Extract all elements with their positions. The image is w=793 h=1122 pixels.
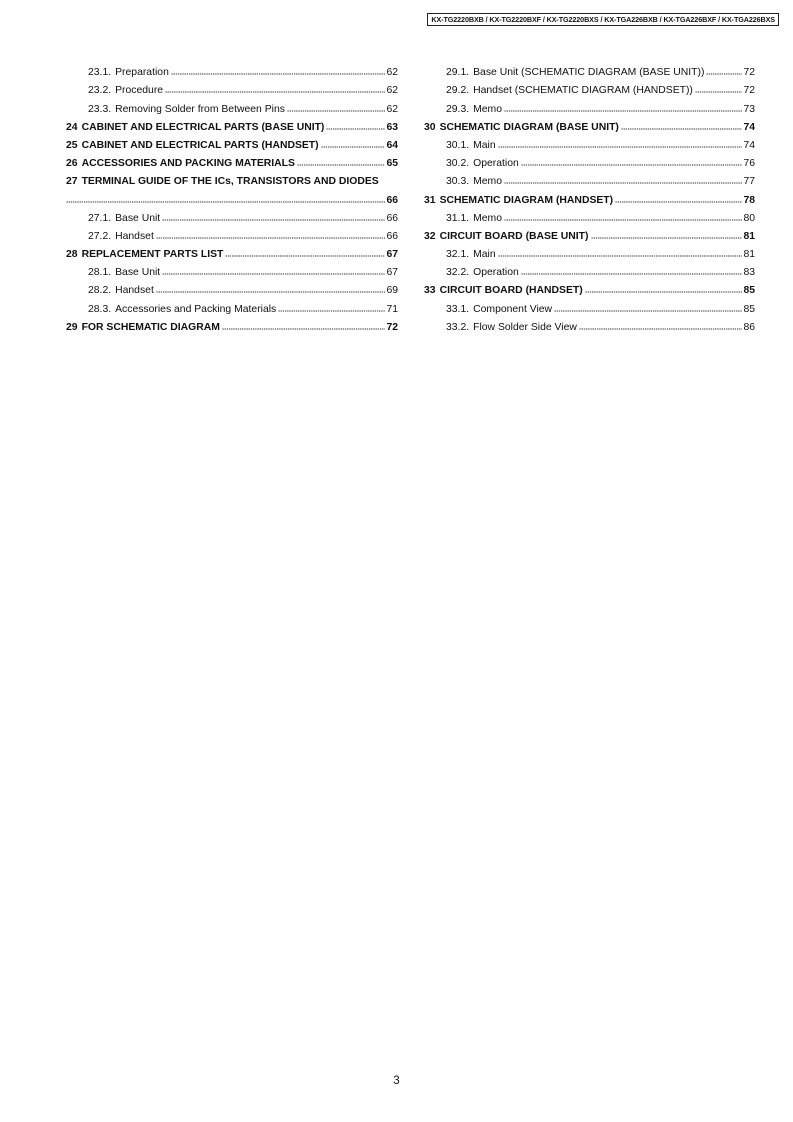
leader-dots xyxy=(498,146,743,148)
toc-entry[interactable] xyxy=(424,316,755,334)
toc-entry-label xyxy=(88,267,162,279)
toc-entry[interactable] xyxy=(66,61,398,79)
toc-entry-page: 64 xyxy=(386,139,398,151)
toc-entry-title: Main xyxy=(473,139,496,151)
toc-entry-title: Component View xyxy=(473,303,553,315)
toc-entry-title: Preparation xyxy=(115,67,169,79)
toc-entry-label xyxy=(88,104,287,116)
toc-section-entry[interactable] xyxy=(66,152,398,170)
leader-dots xyxy=(585,291,743,293)
toc-entry-title: SCHEMATIC DIAGRAM (HANDSET) xyxy=(439,194,614,206)
toc-entry-title: CABINET AND ELECTRICAL PARTS (HANDSET) xyxy=(81,139,319,151)
toc-entry-page: 62 xyxy=(386,85,398,97)
toc-entry-label xyxy=(424,231,591,243)
toc-entry-title: Operation xyxy=(473,267,519,279)
leader-dots xyxy=(504,110,742,112)
toc-entry-title: TERMINAL GUIDE OF THE ICs, TRANSISTORS AND DIODES xyxy=(81,176,379,188)
toc-entry-title: Accessories and Packing Materials xyxy=(115,303,277,315)
toc-entry-title: FOR SCHEMATIC DIAGRAM xyxy=(81,321,220,333)
toc-entry-page: 78 xyxy=(743,194,755,206)
toc-entry-title: Main xyxy=(473,249,496,261)
toc-entry-number: 29 xyxy=(66,321,78,333)
toc-entry-page: 72 xyxy=(743,67,755,79)
leader-dots xyxy=(521,273,743,275)
toc-entry-label xyxy=(66,122,326,134)
toc-entry-title: SCHEMATIC DIAGRAM (BASE UNIT) xyxy=(439,121,619,133)
toc-entry-label xyxy=(66,140,321,152)
toc-entry-page: 69 xyxy=(386,285,398,297)
toc-entry-label xyxy=(446,158,521,170)
toc-entry-label xyxy=(424,122,621,134)
leader-dots xyxy=(156,237,386,239)
toc-entry-page: 74 xyxy=(743,121,755,133)
toc-entry-page: 85 xyxy=(743,303,755,315)
toc-entry-number: 23.1. xyxy=(88,67,112,79)
toc-entry-page: 66 xyxy=(386,230,398,242)
leader-dots xyxy=(504,219,742,221)
toc-entry-page: 81 xyxy=(743,230,755,242)
toc-entry-label xyxy=(88,67,171,79)
leader-dots xyxy=(554,310,742,312)
toc-entry-page: 62 xyxy=(386,103,398,115)
toc-entry-page: 72 xyxy=(386,321,398,333)
toc-entry-number: 30.2. xyxy=(446,158,470,170)
toc-entry-number: 30.3. xyxy=(446,176,470,188)
toc-entry-page: 72 xyxy=(743,85,755,97)
toc-entry-number: 27 xyxy=(66,176,78,188)
toc-entry[interactable] xyxy=(66,97,398,115)
toc-entry-page: 66 xyxy=(386,194,398,206)
toc-entry-title: ACCESSORIES AND PACKING MATERIALS xyxy=(81,158,295,170)
toc-entry-label xyxy=(88,213,162,225)
toc-entry-label xyxy=(88,231,156,243)
toc-entry-continuation[interactable] xyxy=(66,188,398,206)
toc-entry-number: 32.1. xyxy=(446,249,470,261)
toc-entry[interactable] xyxy=(424,243,755,261)
toc-entry[interactable] xyxy=(66,207,398,225)
toc-entry-label xyxy=(446,67,706,79)
toc-entry-page: 81 xyxy=(743,249,755,261)
leader-dots xyxy=(321,146,386,148)
page-number: 3 xyxy=(393,1075,400,1087)
toc-entry[interactable] xyxy=(424,170,755,188)
toc-entry-title: Handset xyxy=(115,230,154,242)
toc-right-column xyxy=(424,61,755,334)
toc-entry-label xyxy=(88,304,278,316)
toc-entry-page: 67 xyxy=(386,267,398,279)
toc-entry-number: 31 xyxy=(424,194,436,206)
toc-entry[interactable] xyxy=(424,61,755,79)
toc-section-entry[interactable] xyxy=(66,316,398,334)
toc-left-column xyxy=(66,61,398,334)
leader-dots xyxy=(695,91,743,93)
toc-entry[interactable] xyxy=(66,279,398,297)
leader-dots xyxy=(504,182,742,184)
toc-entry-number: 30.1. xyxy=(446,139,470,151)
toc-entry-label xyxy=(446,85,695,97)
toc-entry[interactable] xyxy=(424,261,755,279)
toc-entry-title: CIRCUIT BOARD (BASE UNIT) xyxy=(439,230,589,242)
toc-entry-label xyxy=(66,249,225,261)
leader-dots xyxy=(706,73,742,75)
toc-entry-number: 24 xyxy=(66,121,78,133)
toc-entry-title: CABINET AND ELECTRICAL PARTS (BASE UNIT) xyxy=(81,121,325,133)
toc-entry-page: 62 xyxy=(386,67,398,79)
toc-entry-number: 29.3. xyxy=(446,103,470,115)
toc-section-entry[interactable] xyxy=(424,188,755,206)
toc-entry-label xyxy=(424,285,585,297)
toc-entry-title: Base Unit xyxy=(115,267,161,279)
toc-entry-number: 29.2. xyxy=(446,85,470,97)
leader-dots xyxy=(621,128,743,130)
toc-entry[interactable] xyxy=(424,297,755,315)
leader-dots xyxy=(278,310,385,312)
toc-entry[interactable] xyxy=(424,152,755,170)
toc-entry-number: 33.2. xyxy=(446,321,470,333)
toc-entry-page: 83 xyxy=(743,267,755,279)
toc-entry-number: 28 xyxy=(66,249,78,261)
toc-entry-number: 27.2. xyxy=(88,230,112,242)
leader-dots xyxy=(297,164,385,166)
toc-entry-page: 86 xyxy=(743,321,755,333)
toc-section-entry[interactable] xyxy=(424,116,755,134)
toc-entry-number: 32.2. xyxy=(446,267,470,279)
toc-entry-title: Base Unit xyxy=(115,212,161,224)
toc-entry-number: 31.1. xyxy=(446,212,470,224)
toc-entry-number: 25 xyxy=(66,139,78,151)
toc-entry-number: 32 xyxy=(424,230,436,242)
toc-entry-page: 77 xyxy=(743,176,755,188)
leader-dots xyxy=(171,73,386,75)
toc-entry-label xyxy=(446,304,554,316)
toc-section-entry[interactable] xyxy=(424,225,755,243)
toc-entry-title: Memo xyxy=(473,212,502,224)
toc-entry-label xyxy=(88,285,156,297)
leader-dots xyxy=(521,164,743,166)
toc-entry-label xyxy=(446,140,498,152)
toc-entry-label xyxy=(446,322,579,334)
toc-entry[interactable] xyxy=(66,225,398,243)
toc-entry[interactable] xyxy=(66,297,398,315)
toc-entry-title: REPLACEMENT PARTS LIST xyxy=(81,249,224,261)
toc-entry-title: Flow Solder Side View xyxy=(473,321,577,333)
toc-entry-number: 33.1. xyxy=(446,303,470,315)
toc-entry-label xyxy=(66,158,297,170)
toc-section-entry[interactable] xyxy=(66,134,398,152)
toc-entry-label xyxy=(446,104,504,116)
toc-entry-label xyxy=(66,322,222,334)
toc-entry-page: 63 xyxy=(386,121,398,133)
toc-entry-page: 80 xyxy=(743,212,755,224)
toc-entry[interactable] xyxy=(424,97,755,115)
leader-dots xyxy=(326,128,385,130)
toc-entry[interactable] xyxy=(424,207,755,225)
toc-section-entry[interactable] xyxy=(66,116,398,134)
leader-dots xyxy=(591,237,743,239)
leader-dots xyxy=(287,110,386,112)
toc-entry-label xyxy=(446,176,504,188)
toc-entry-number: 33 xyxy=(424,285,436,297)
toc-entry-number: 30 xyxy=(424,121,436,133)
toc-entry-number: 28.3. xyxy=(88,303,112,315)
toc-section-entry[interactable] xyxy=(66,243,398,261)
toc-entry[interactable] xyxy=(66,261,398,279)
toc-entry[interactable] xyxy=(424,79,755,97)
toc-entry-label xyxy=(446,267,521,279)
toc-entry-label xyxy=(88,85,165,97)
toc-entry-title: Memo xyxy=(473,176,502,188)
toc-entry[interactable] xyxy=(424,134,755,152)
leader-dots xyxy=(579,328,743,330)
toc-entry-page: 85 xyxy=(743,285,755,297)
leader-dots xyxy=(162,219,385,221)
toc-entry-label xyxy=(424,195,615,207)
toc-entry-page: 73 xyxy=(743,103,755,115)
toc-entry-title: Base Unit (SCHEMATIC DIAGRAM (BASE UNIT)) xyxy=(473,67,705,79)
leader-dots xyxy=(615,201,742,203)
toc-entry-title: Removing Solder from Between Pins xyxy=(115,103,285,115)
toc-entry-number: 27.1. xyxy=(88,212,112,224)
toc-entry-number: 23.3. xyxy=(88,103,112,115)
model-numbers-header: KX-TG2220BXB / KX-TG2220BXF / KX-TG2220BXS / KX-TGA226BXB / KX-TGA226BXF / KX-TGA226BXS xyxy=(427,13,779,26)
toc-entry-title: Procedure xyxy=(115,85,164,97)
toc-entry-number: 26 xyxy=(66,158,78,170)
toc-entry-title: Handset xyxy=(115,285,154,297)
toc-entry-page: 65 xyxy=(386,158,398,170)
leader-dots xyxy=(165,91,385,93)
toc-entry-title: Handset (SCHEMATIC DIAGRAM (HANDSET)) xyxy=(473,85,693,97)
toc-entry-label xyxy=(446,249,498,261)
toc-entry-page: 74 xyxy=(743,139,755,151)
toc-entry-title: CIRCUIT BOARD (HANDSET) xyxy=(439,285,583,297)
toc-entry-number: 29.1. xyxy=(446,67,470,79)
toc-entry-number: 28.1. xyxy=(88,267,112,279)
leader-dots xyxy=(222,328,386,330)
toc-entry[interactable] xyxy=(66,79,398,97)
toc-entry-page: 67 xyxy=(386,249,398,261)
toc-entry-title: Memo xyxy=(473,103,502,115)
toc-entry-page: 76 xyxy=(743,158,755,170)
toc-entry-page: 66 xyxy=(386,212,398,224)
toc-entry-label xyxy=(66,176,398,188)
leader-dots xyxy=(225,255,385,257)
toc-entry-page: 71 xyxy=(386,303,398,315)
toc-section-entry[interactable] xyxy=(424,279,755,297)
toc-section-entry[interactable] xyxy=(66,170,398,188)
leader-dots xyxy=(162,273,385,275)
toc-entry-number: 28.2. xyxy=(88,285,112,297)
leader-dots xyxy=(66,201,385,203)
toc-entry-number: 23.2. xyxy=(88,85,112,97)
leader-dots xyxy=(498,255,743,257)
toc-entry-title: Operation xyxy=(473,158,519,170)
toc-entry-label xyxy=(446,213,504,225)
leader-dots xyxy=(156,291,386,293)
